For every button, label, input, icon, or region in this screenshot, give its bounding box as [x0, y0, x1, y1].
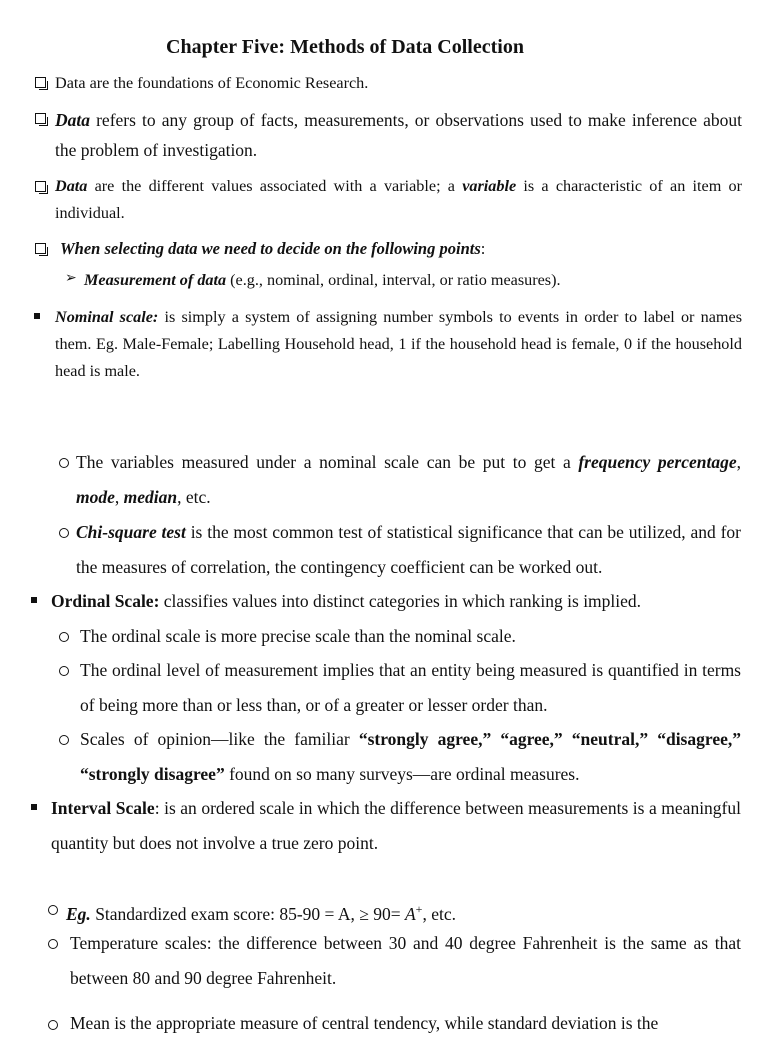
paragraph-7-text: The variables measured under a nominal scale can be put to get a: [76, 452, 579, 472]
term-ordinal-scale: Ordinal Scale:: [51, 591, 160, 611]
paragraph-3-end: is a characteristic of an item or individual.: [55, 177, 742, 222]
paragraph-5: [84, 268, 744, 292]
paragraph-14-text: Standardized exam score: 85-90 = A, ≥ 90=: [90, 903, 405, 924]
term-variable: variable: [462, 177, 517, 195]
arrow-bullet-icon: ➢: [65, 271, 77, 286]
grade-a: A: [404, 903, 416, 924]
paragraph-6: [55, 304, 742, 385]
paragraph-11: The ordinal level of measurement implies that an entity being measured is quantified in terms of being more than or less than, or of a greater or lesser order than.: [80, 660, 741, 715]
checkbox-bullet-icon: [35, 181, 46, 192]
paragraph-15: Temperature scales: the difference between 30 and 40 degree Fahrenheit is the same as that between 80 and 90 degree Fahrenheit.: [70, 933, 741, 988]
term-chi-square-test: Chi-square test: [76, 522, 186, 542]
paragraph-9: [51, 584, 741, 619]
checkbox-bullet-icon: [35, 77, 46, 88]
etc: , etc.: [177, 486, 211, 507]
checkbox-bullet-icon: [35, 113, 46, 124]
paragraph-13: [51, 791, 741, 860]
paragraph-4: [60, 237, 740, 261]
circle-bullet-icon: [48, 1020, 58, 1030]
paragraph-2: [55, 105, 742, 165]
paragraph-5-text: (e.g., nominal, ordinal, interval, or ratio measures).: [226, 271, 561, 289]
circle-bullet-icon: [59, 632, 69, 642]
paragraph-16: Mean is the appropriate measure of central tendency, while standard deviation is the: [70, 1013, 659, 1033]
paragraph-3: [55, 173, 742, 227]
term-frequency-percentage: frequency percentage: [578, 452, 737, 472]
term-data: Data: [55, 110, 90, 130]
term-eg: Eg.: [66, 903, 91, 924]
heading-selecting-data: When selecting data we need to decide on the following points: [60, 239, 481, 258]
circle-bullet-icon: [59, 528, 69, 538]
grade-plus: +: [415, 902, 423, 916]
paragraph-3-text: are the different values associated with a variable; a: [87, 177, 463, 195]
square-bullet-icon: [31, 597, 37, 603]
paragraph-1: Data are the foundations of Economic Research.: [55, 74, 369, 92]
page-title: Chapter Five: Methods of Data Collection: [166, 36, 524, 58]
term-median: median: [123, 486, 178, 507]
term-data: Data: [55, 177, 88, 195]
term-interval-scale: Interval Scale: [51, 798, 155, 818]
circle-bullet-icon: [59, 666, 69, 676]
square-bullet-icon: [34, 313, 40, 319]
circle-bullet-icon: [59, 458, 69, 468]
comma: ,: [736, 452, 741, 472]
paragraph-7: [76, 445, 741, 514]
term-measurement-of-data: Measurement of data: [84, 271, 227, 289]
checkbox-bullet-icon: [35, 243, 46, 254]
paragraph-14: [66, 895, 741, 928]
colon: :: [480, 239, 486, 258]
comma: ,: [114, 486, 124, 507]
circle-bullet-icon: [59, 735, 69, 745]
paragraph-9-text: classifies values into distinct categories in which ranking is implied.: [159, 591, 642, 611]
circle-bullet-icon: [48, 939, 58, 949]
paragraph-12: [80, 722, 741, 791]
paragraph-13-text: : is an ordered scale in which the difference between measurements is a meaningful quantity but does not involve a true zero point.: [51, 798, 741, 853]
paragraph-12-text: Scales of opinion—like the familiar: [80, 729, 359, 749]
paragraph-6-text: is simply a system of assigning number symbols to events in order to label or names them. Eg. Male-Female; Labelling Household head, 1 if the household head is female, 0 if the household head is male.: [55, 308, 742, 380]
circle-bullet-icon: [48, 905, 58, 915]
term-mode: mode: [76, 486, 115, 507]
square-bullet-icon: [31, 804, 37, 810]
paragraph-8-text: is the most common test of statistical significance that can be utilized, and for the measures of correlation, the contingency coefficient can be worked out.: [76, 522, 741, 577]
paragraph-12-end: found on so many surveys—are ordinal measures.: [224, 763, 580, 784]
opinion-scale-terms: “strongly agree,” “agree,” “neutral,” “disagree,” “strongly disagree”: [80, 729, 741, 784]
paragraph-8: [76, 515, 741, 584]
paragraph-14-end: , etc.: [422, 903, 456, 924]
paragraph-10: The ordinal scale is more precise scale than the nominal scale.: [80, 626, 516, 646]
paragraph-2-text: refers to any group of facts, measurements, or observations used to make inference about the problem of investigation.: [55, 110, 742, 160]
term-nominal-scale: Nominal scale:: [55, 308, 159, 326]
